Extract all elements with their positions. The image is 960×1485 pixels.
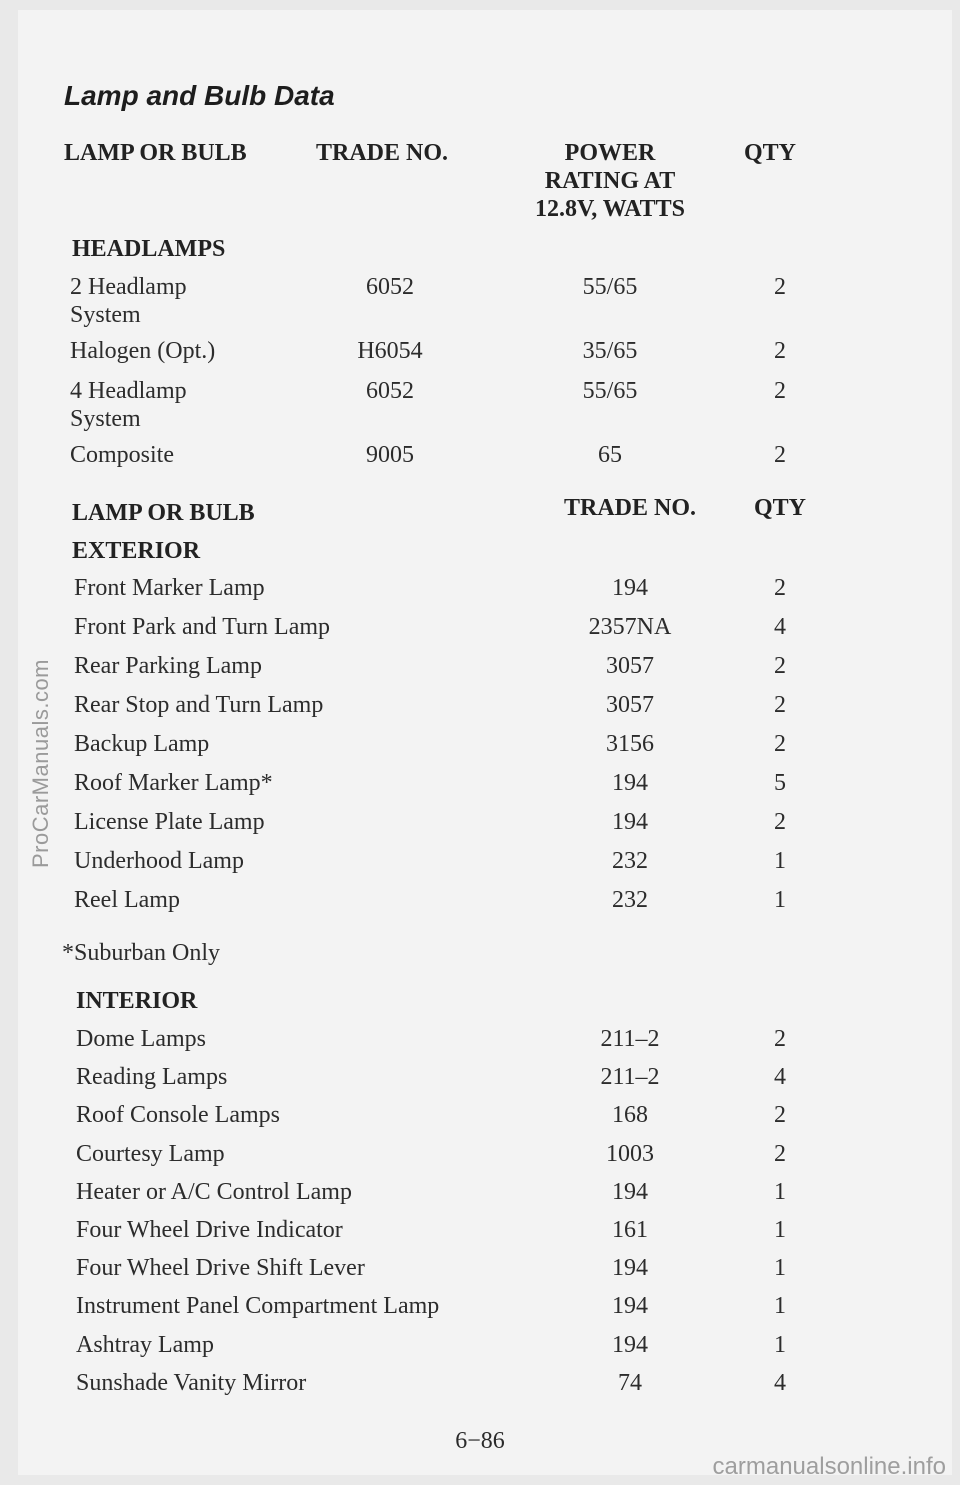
section-exterior: EXTERIOR (72, 538, 201, 564)
table-row-name: Roof Marker Lamp* (74, 770, 273, 796)
table-row-trade-no: 1003 (606, 1140, 654, 1167)
table-row-trade-no: 3156 (606, 731, 654, 757)
table-row-name: Underhood Lamp (74, 848, 244, 874)
table-row-name: Courtesy Lamp (76, 1140, 225, 1167)
row-power: 55/65 (582, 274, 638, 300)
row-qty: 2 (774, 442, 786, 468)
table-row-qty: 2 (774, 653, 786, 679)
row-qty: 2 (774, 274, 786, 300)
table-row-name: Four Wheel Drive Shift Lever (76, 1255, 365, 1282)
table-row-trade-no: 194 (612, 1331, 648, 1358)
row-power: 35/65 (582, 338, 638, 364)
table-row-trade-no: 161 (612, 1217, 648, 1243)
table-row-name: Heater or A/C Control Lamp (76, 1178, 352, 1205)
table-row-name: License Plate Lamp (74, 809, 265, 835)
table-row-qty: 2 (774, 1026, 786, 1052)
row-name-line2: System (70, 406, 141, 432)
table-row-name: Rear Parking Lamp (74, 653, 262, 679)
section-headlamps: HEADLAMPS (72, 236, 226, 262)
table-row-name: Roof Console Lamps (76, 1102, 280, 1129)
row-qty: 2 (774, 378, 786, 404)
table-row-trade-no: 194 (612, 1178, 648, 1205)
table-row-name: Instrument Panel Compartment Lamp (76, 1293, 440, 1320)
table-row-name: Ashtray Lamp (76, 1331, 214, 1358)
table-row-qty: 2 (774, 692, 786, 718)
page-number: 6−86 (455, 1428, 505, 1454)
header2-trade-no: TRADE NO. (563, 495, 696, 521)
table-row-trade-no: 194 (612, 1293, 648, 1320)
header-power-line3: 12.8V, WATTS (534, 196, 686, 222)
header-power-line2: RATING AT (544, 168, 676, 194)
table-row-name: Rear Stop and Turn Lamp (74, 692, 324, 718)
table-row-qty: 1 (774, 1255, 786, 1282)
header-power-line1: POWER (564, 140, 656, 166)
table-row-trade-no: 3057 (606, 653, 654, 679)
row-trade-no: 9005 (366, 442, 414, 468)
row-power: 65 (598, 442, 622, 468)
table-row-trade-no: 211–2 (600, 1026, 660, 1052)
table-row-name: Four Wheel Drive Indicator (76, 1217, 343, 1243)
header2-qty: QTY (753, 495, 806, 521)
table-row-qty: 1 (774, 1217, 786, 1243)
table-row-name: Front Park and Turn Lamp (74, 614, 331, 640)
row-trade-no: H6054 (357, 338, 423, 364)
table-row-trade-no: 74 (618, 1369, 642, 1396)
table-row-qty: 4 (774, 1369, 786, 1396)
table-row-qty: 5 (774, 770, 786, 796)
table-row-qty: 4 (774, 1064, 786, 1091)
table-row-trade-no: 194 (612, 575, 648, 601)
section-interior: INTERIOR (76, 988, 198, 1014)
table-row-trade-no: 2357NA (588, 614, 672, 640)
table-row-qty: 1 (774, 1331, 786, 1358)
row-trade-no: 6052 (366, 274, 414, 300)
row-trade-no: 6052 (366, 378, 414, 404)
row-name-line2: System (70, 302, 141, 328)
table-row-name: Front Marker Lamp (74, 575, 265, 601)
footnote: *Suburban Only (62, 940, 220, 966)
row-qty: 2 (774, 338, 786, 364)
table-row-name: Reading Lamps (76, 1064, 228, 1091)
table-row-trade-no: 194 (612, 770, 648, 796)
table-row-name: Dome Lamps (76, 1026, 206, 1052)
table-row-qty: 2 (774, 1140, 786, 1167)
table-row-name: Reel Lamp (74, 887, 180, 913)
table-row-qty: 2 (774, 1102, 786, 1129)
header-lamp-or-bulb: LAMP OR BULB (64, 140, 247, 166)
row-power: 55/65 (582, 378, 638, 404)
table-row-qty: 2 (774, 809, 786, 835)
table-row-qty: 1 (774, 848, 786, 874)
header-qty: QTY (744, 140, 797, 166)
table-row-name: Sunshade Vanity Mirror (76, 1369, 307, 1396)
page-title: Lamp and Bulb Data (64, 80, 335, 111)
row-name: Composite (70, 442, 175, 468)
side-watermark: ProCarManuals.com (28, 658, 53, 868)
row-name: Halogen (Opt.) (70, 338, 216, 364)
table-row-qty: 1 (774, 1293, 786, 1320)
table-row-qty: 4 (774, 614, 786, 640)
table-row-trade-no: 194 (612, 809, 648, 835)
row-name: 2 Headlamp (70, 274, 187, 300)
table-row-qty: 2 (774, 575, 786, 601)
table-row-trade-no: 168 (612, 1102, 648, 1129)
table-row-qty: 1 (774, 1178, 786, 1205)
table-row-trade-no: 194 (612, 1255, 648, 1282)
table-row-trade-no: 211–2 (600, 1064, 660, 1091)
table-row-trade-no: 232 (612, 887, 648, 913)
table-row-name: Backup Lamp (74, 731, 210, 757)
table-row-trade-no: 3057 (606, 692, 654, 718)
header-trade-no: TRADE NO. (316, 140, 449, 166)
table-row-trade-no: 232 (612, 848, 648, 874)
table-row-qty: 1 (774, 887, 786, 913)
bottom-watermark: carmanualsonline.info (712, 1453, 946, 1480)
table-row-qty: 2 (774, 731, 786, 757)
header2-lamp-or-bulb: LAMP OR BULB (72, 500, 255, 526)
row-name: 4 Headlamp (70, 378, 187, 404)
